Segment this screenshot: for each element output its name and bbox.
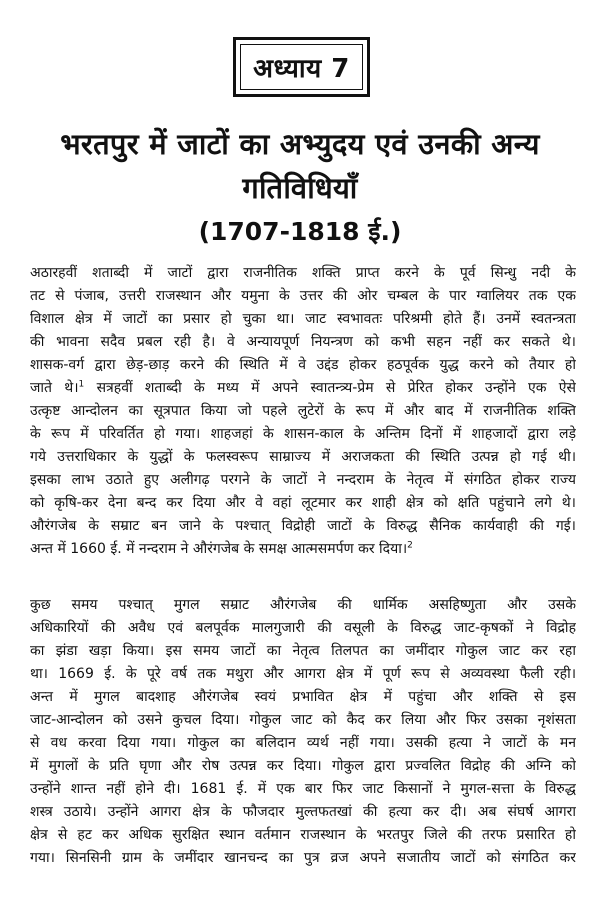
chapter-title-line-1: भरतपुर में जाटों का अभ्युदय एवं उनकी अन्य bbox=[60, 127, 540, 161]
paragraph-1 bbox=[30, 262, 576, 561]
text-line: उत्कृष्ट आन्दोलन का सूत्रपात किया जो पहले लुटेरों के रूप में और बाद में राजनीतिक शक्ति bbox=[30, 403, 576, 419]
text-line: का झंडा खड़ा किया। इस समय जाटों का नेतृत्व तिलपत का जमींदार गोकुल जाट कर रहा bbox=[30, 643, 576, 659]
chapter-number: अध्याय 7 bbox=[253, 54, 350, 84]
text-line: की भावना सदैव प्रबल रही है। वे अन्यायपूर्ण नियन्त्रण को कभी सहन नहीं कर सकते थे। bbox=[30, 334, 576, 350]
text-line: अन्त में मुगल बादशाह औरंगजेब स्वयं प्रभावित क्षेत्र में पहुंचा और शक्ति से इस bbox=[30, 689, 576, 705]
text-line: गया। सिनसिनी ग्राम के जमींदार खानचन्द का पुत्र व्रज अपने सजातीय जाटों को संगठित कर bbox=[30, 850, 576, 866]
text-line: से वध करवा दिया गया। गोकुल का बलिदान व्यर्थ नहीं गया। उसकी हत्या ने जाटों के मन bbox=[30, 735, 576, 751]
text-segment: जाते थे। bbox=[30, 380, 79, 396]
text-line: विशाल क्षेत्र में जाटों का प्रसार हो चुका था। जाट स्वभावतः परिश्रमी होते हैं। उनमें स्वतन्त्रता bbox=[30, 311, 576, 327]
text-line: शासक-वर्ग द्वारा छेड़-छाड़ करने की स्थिति में वे उद्दंड होकर हठपूर्वक युद्ध करने को तैयार हो bbox=[30, 357, 576, 373]
text-line: अधिकारियों की अवैध एवं बलपूर्वक मालगुजारी की वसूली के विरुद्ध जाट-कृषकों ने विद्रोह bbox=[30, 620, 576, 636]
chapter-years: (1707-1818 ई.) bbox=[198, 217, 402, 246]
text-line: में मुगलों के प्रति घृणा और रोष उत्पन्न कर दिया। गोकुल द्वारा प्रज्वलित विद्रोह की अग्नि को bbox=[30, 758, 576, 774]
text-segment: सत्रहवीं शताब्दी के मध्य में अपने स्वातन्त्र्य-प्रेम से प्रेरित होकर उन्होंने एक ऐसे bbox=[96, 380, 576, 396]
text-segment: अन्त में 1660 ई. में नन्दराम ने औरंगजेब के समक्ष आत्मसमर्पण कर दिया। bbox=[30, 541, 408, 557]
text-line: कुछ समय पश्चात् मुगल सम्राट औरंगजेब की धार्मिक असहिष्णुता और उसके bbox=[30, 597, 576, 613]
text-line: तट से पंजाब, उत्तरी राजस्थान और यमुना के उत्तर की ओर चम्बल के पार ग्वालियर तक एक bbox=[30, 288, 576, 304]
chapter-title bbox=[20, 122, 580, 210]
text-line: के रूप में परिवर्तित हो गया। शाहजहां के शासन-काल के अन्तिम दिनों में शाहजादों द्वारा लड़े bbox=[30, 426, 576, 442]
chapter-heading-box bbox=[233, 37, 370, 97]
text-line: जाट-आन्दोलन को उसने कुचल दिया। गोकुल जाट को कैद कर लिया और फिर उसका नृशंसता bbox=[30, 712, 576, 728]
text-line-with-footnote bbox=[30, 377, 576, 400]
chapter-title-line-2: गतिविधियाँ bbox=[242, 171, 358, 205]
text-line: इसका लाभ उठाते हुए अलीगढ़ परगने के जाटों ने नन्दराम के नेतृत्व में संगठित होकर राज्य bbox=[30, 472, 576, 488]
text-line: शस्त्र उठाये। उन्होंने आगरा क्षेत्र के फौजदार मुल्तफतखां की हत्या कर दी। अब संघर्ष आगरा bbox=[30, 804, 576, 820]
footnote-marker-2: 2 bbox=[407, 540, 413, 551]
text-line: गये उत्तराधिकार के युद्धों के फलस्वरूप साम्राज्य में अराजकता की स्थिति उत्पन्न हो गई थी। bbox=[30, 449, 576, 465]
text-line: उन्होंने शान्त नहीं होने दी। 1681 ई. में एक बार फिर जाट किसानों ने मुगल-सत्ता के विरुद्ध bbox=[30, 781, 576, 797]
footnote-marker-1: 1 bbox=[78, 379, 85, 390]
text-line: को कृषि-कर देना बन्द कर दिया और वे वहां लूटमार कर शाही क्षेत्र को क्षति पहुंचाने लगे थे। bbox=[30, 495, 576, 511]
text-line: क्षेत्र से हट कर अधिक सुरक्षित स्थान वर्तमान राजस्थान के भरतपुर जिले की तरफ प्रसारित हो bbox=[30, 827, 576, 843]
text-line: अठारहवीं शताब्दी में जाटों द्वारा राजनीतिक शक्ति प्राप्त करने के पूर्व सिन्धु नदी के bbox=[30, 265, 576, 281]
text-line: था। 1669 ई. के पूरे वर्ष तक मथुरा और आगरा क्षेत्र में पूर्ण रूप से अव्यवस्था फैली रही। bbox=[30, 666, 576, 682]
paragraph-2 bbox=[30, 594, 576, 870]
text-line-with-footnote bbox=[30, 538, 576, 561]
text-line: औरंगजेब के सम्राट बन जाने के पश्चात् विद्रोही जाटों के विरुद्ध सैनिक कार्यवाही की गई। bbox=[30, 518, 576, 534]
